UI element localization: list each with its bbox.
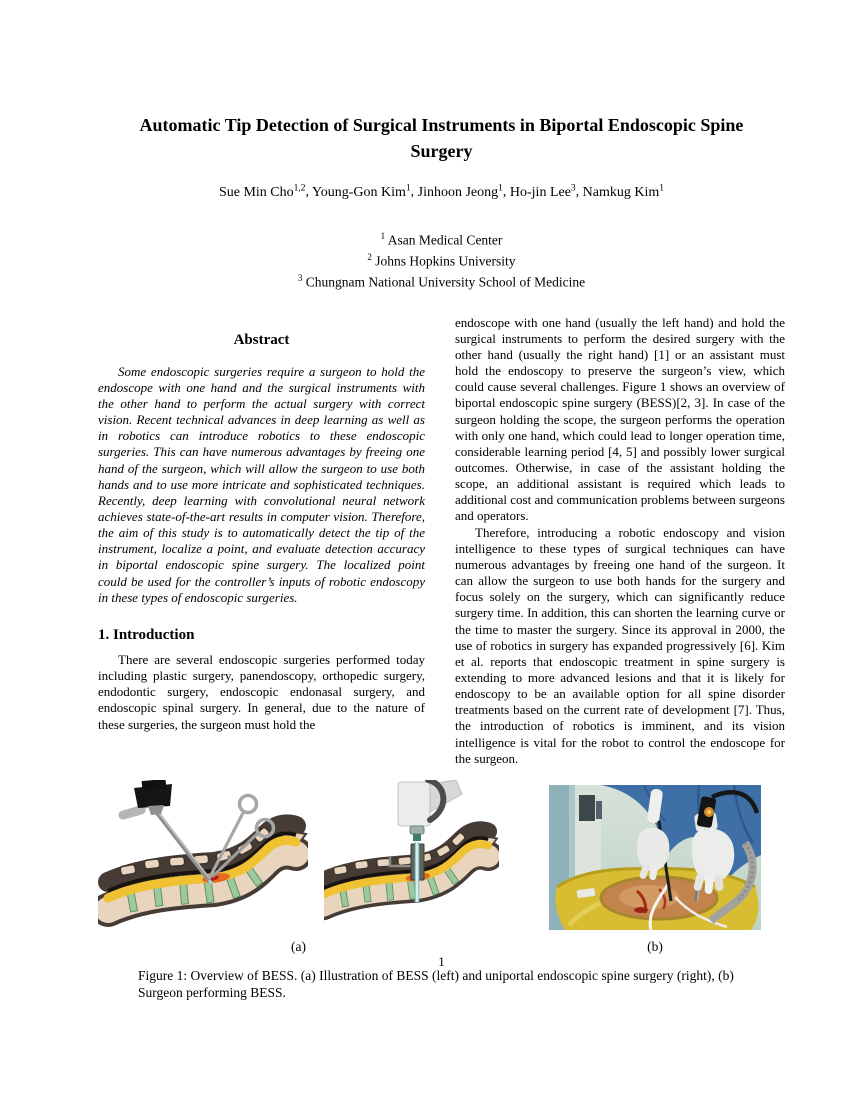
author: Ho-jin Lee$^3$	[509, 183, 576, 200]
paper-title: Automatic Tip Detection of Surgical Instruments in Biportal Endoscopic Spine Surgery	[139, 115, 744, 162]
two-column-body	[98, 315, 785, 767]
uniportal-illustration	[324, 780, 499, 935]
right-column	[455, 315, 785, 767]
subfigure-label-a: (a)	[291, 938, 306, 954]
body-paragraph-2: Therefore, introducing a robotic endoscopy and vision intelligence to these types of surgical techniques can have numerous advantages by freeing one hand of the surgeon. It can allow the surgeon to use both hands for the surgery and focus solely on the surgery, which can significantly reduce surgery time. In addition, this can shorten the learning curve or the time to master the surgery. Since its approval in 2000, the use of robotics in surgery has expanded progressively [6]. Kim et al. reports that endoscopic treatment in spine surgery is extending to more advanced lesions and that it is likely for endoscopy to be an available option for all spine disorder treatments based on the current rate of development [7]. Thus, the introduction of robotics is imminent, and its vision intelligence is vital for the robot to control the endoscope for the surgeon.	[455, 524, 785, 766]
author: Jinhoon Jeong$^1$	[417, 183, 503, 200]
author-list: Sue Min Cho$^{1,2}$, Young-Gon Kim$^1$, Jinhoon Jeong$^1$, Ho-jin Lee$^3$, Namkug Kim$^1$	[218, 183, 665, 200]
page-number: 1	[438, 953, 445, 969]
subfigure-label-b: (b)	[647, 938, 663, 954]
surgeon-photo	[549, 785, 761, 930]
affiliation: $^3$ Chungnam National University School of Medicine	[297, 272, 586, 290]
affiliation: $^2$ Johns Hopkins University	[367, 251, 516, 269]
abstract-text: Some endoscopic surgeries require a surgeon to hold the endoscope with one hand and the surgical instruments with the other hand to perform the actual surgery with correct vision. Recent technical advances in deep learning as well as in robotics can introduce robotics to these endoscopic surgeries. This can have numerous advantages by freeing one hand of the surgeon, which will allow the surgeon to use both hands and to use more intricate and sophisticated techniques. Recently, deep learning with convolutional neural network achieves state-of-the-art results in computer vision. Therefore, the aim of this study is to automatically detect the tip of the instrument, localize a point, and evaluate detection accuracy in biportal endoscopic spine surgery. The localized point could be used for the controller’s inputs of robotic endoscopy in these types of endoscopic surgeries.	[98, 363, 425, 605]
bess-illustration	[98, 780, 308, 935]
left-column	[98, 315, 425, 767]
subfigure-labels	[98, 939, 785, 955]
introduction-paragraph: There are several endoscopic surgeries performed today including plastic surgery, panendoscopy, orthopedic surgery, endodontic surgery, endoscopic endonasal surgery, and endoscopic spinal surgery. In general, due to the nature of these surgeries, the surgeon must hold the	[98, 651, 425, 732]
body-paragraph-1: endoscope with one hand (usually the left hand) and hold the surgical instruments to perform the desired surgery with the other hand (usually the right hand) [1] or an assistant must hold the endoscopy to preserve the surgeon’s view, which could cause several challenges. Figure 1 shows an overview of biportal endoscopic spine surgery (BESS)[2, 3]. In case of the surgeon holding the scope, the surgeon performs the operation with only one hand, which could lead to longer operation time, considerable learning period [4, 5] and possibly lower surgical outcomes. Otherwise, in case of the assistant holding the scope, an additional assistant is required which leads to additional cost and communication problems between surgeons and operators.	[455, 314, 785, 524]
author: Namkug Kim$^1$	[582, 183, 665, 200]
introduction-heading: 1. Introduction	[98, 626, 195, 643]
author: Sue Min Cho$^{1,2}$	[218, 183, 306, 200]
figure-1a-illustrations	[98, 780, 499, 935]
figure-caption: Figure 1: Overview of BESS. (a) Illustration of BESS (left) and uniportal endoscopic spine surgery (right), (b) Surgeon performing BESS.	[138, 967, 734, 1001]
endoscope-camera-icon	[398, 780, 462, 841]
affiliation-list	[98, 228, 785, 291]
author: Young-Gon Kim$^1$	[312, 183, 411, 200]
figure-1b-photo	[549, 785, 761, 935]
affiliation: $^1$ Asan Medical Center	[380, 230, 503, 248]
abstract-heading: Abstract	[233, 331, 290, 348]
